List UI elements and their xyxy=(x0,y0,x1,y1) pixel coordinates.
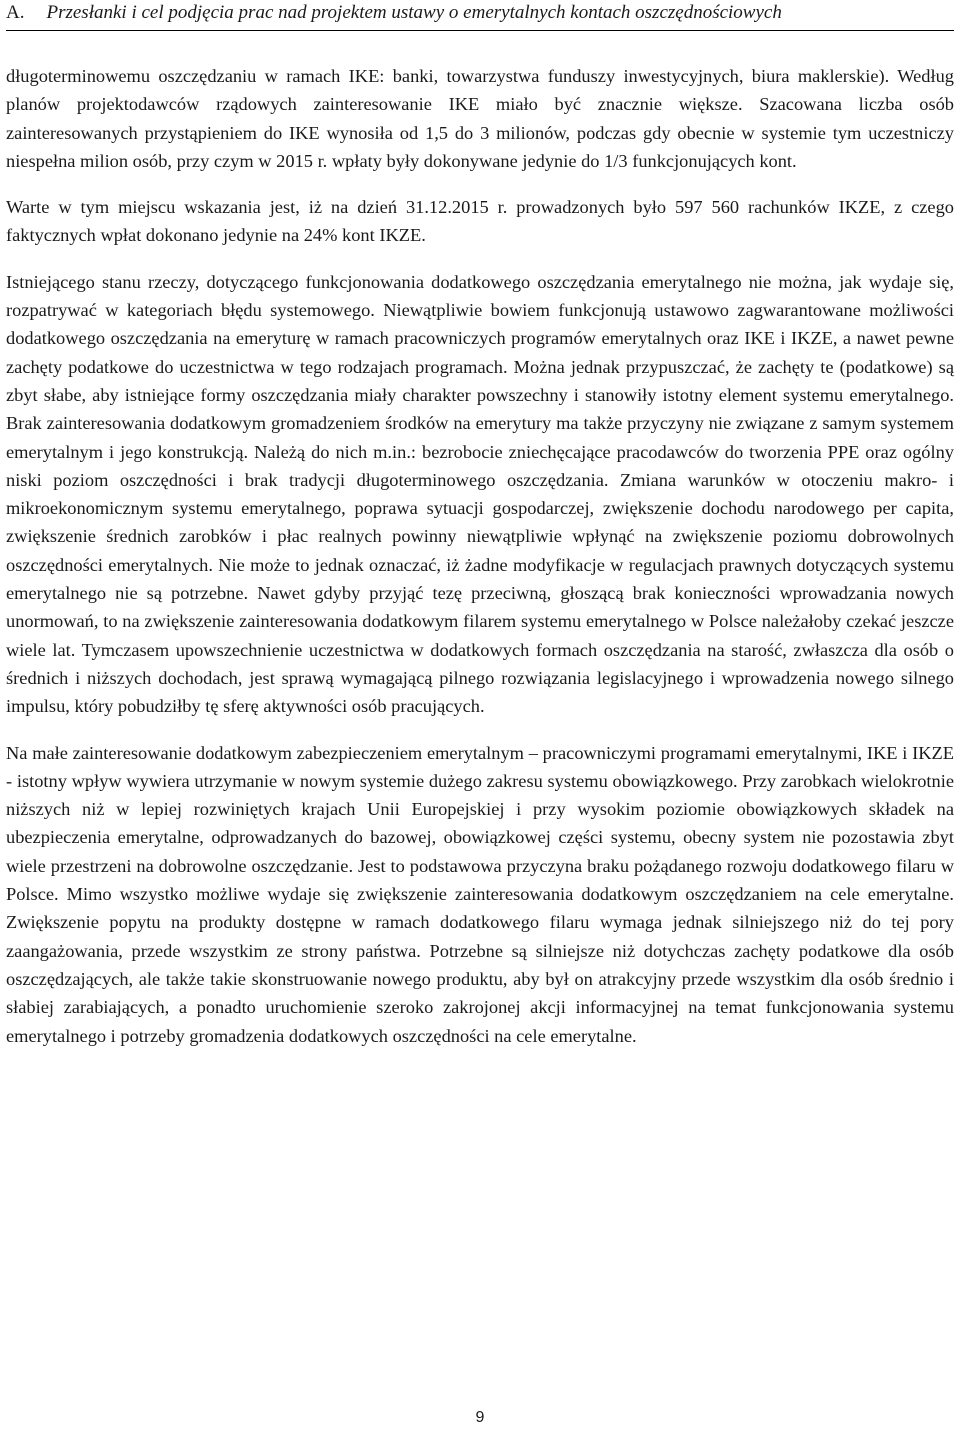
paragraph-ikze-accounts: Warte w tym miejscu wskazania jest, iż na dzień 31.12.2015 r. prowadzonych było 597 560 rachunków IKZE, z czego faktycznych wpłat dokonano jedynie na 24% kont IKZE. xyxy=(6,197,954,246)
paragraph-current-state: Istniejącego stanu rzeczy, dotyczącego funkcjonowania dodatkowego oszczędzania emerytalnego nie można, jak wydaje się, rozpatrywać w kategoriach błędu systemowego. Niewątpliwie bowiem funkcjonują ustawowo zagwarantowane możliwości dodatkowego oszczędzania na emeryturę w ramach pracowniczych programów emerytalnych oraz IKE i IKZE, a nawet pewne zachęty podatkowe do uczestnictwa w tego rodzajach programach. Można jednak przypuszczać, że zachęty te (podatkowe) są zbyt słabe, aby istniejące formy oszczędzania miały charakter powszechny i stanowiły istotny element systemu emerytalnego. Brak zainteresowania dodatkowym gromadzeniem środków na emerytury ma także przyczyny nie związane z samym systemem emerytalnym i jego konstrukcją. Należą do nich m.in.: bezrobocie zniechęcające pracodawców do tworzenia PPE oraz ogólny niski poziom oszczędności i brak tradycji długoterminowego oszczędzania. Zmiana warunków w otoczeniu makro- i mikroekonomicznym systemu emerytalnego, poprawa sytuacji gospodarczej, zwiększenie dochodu narodowego per capita, zwiększenie średnich zarobków i płac realnych powinny niewątpliwie wpłynąć na zwiększenie poziomu dobrowolnych oszczędności emerytalnych. Nie może to jednak oznaczać, iż żadne modyfikacje w regulacjach prawnych dotyczących systemu emerytalnego nie są potrzebne. Nawet gdyby przyjąć tezę przeciwną, głoszącą brak konieczności wprowadzania nowych unormowań, to na zwiększenie zainteresowania dodatkowym filarem systemu emerytalnego w Polsce należałoby czekać jeszcze wiele lat. Tymczasem upowszechnienie uczestnictwa w dodatkowych formach oszczędzania na starość, zwłaszcza dla osób o średnich i niższych dochodach, jest sprawą wymagającą pilnego rozwiązania legislacyjnego i wprowadzenia nowego silnego impulsu, który pobudziłby tę sferę aktywności osób pracujących. xyxy=(6,271,954,717)
paragraph-ike-interest: długoterminowemu oszczędzaniu w ramach IKE: banki, towarzystwa funduszy inwestycyjnych, biura maklerskie). Według planów projektodawców rządowych zainteresowanie IKE miało być znacznie większe. Szacowana liczba osób zainteresowanych przystąpieniem do IKE wynosiła od 1,5 do 3 milionów, podczas gdy obecnie w systemie tym uczestniczy niespełna milion osób, przy czym w 2015 r. wpłaty były dokonywane jedynie do 1/3 funkcjonujących kont. xyxy=(6,66,954,171)
page-number: 9 xyxy=(475,1409,485,1426)
paragraph-low-interest-causes: Na małe zainteresowanie dodatkowym zabezpieczeniem emerytalnym – pracowniczymi programami emerytalnymi, IKE i IKZE - istotny wpływ wywiera utrzymanie w nowym systemie dużego zakresu systemu obowiązkowego. Przy zarobkach wielokrotnie niższych niż w lepiej rozwiniętych krajach Unii Europejskiej i przy wysokim poziomie obowiązkowych składek na ubezpieczenia emerytalne, odprowadzanych do bazowej, obowiązkowej części systemu, obecny system nie pozostawia zbyt wiele przestrzeni na dobrowolne oszczędzanie. Jest to podstawowa przyczyna braku pożądanego rozwoju dodatkowego filaru w Polsce. Mimo wszystko możliwe wydaje się zwiększenie zainteresowania dodatkowym oszczędzaniem na cele emerytalne. Zwiększenie popytu na produkty dostępne w ramach dodatkowego filaru wymaga jednak silniejszego niż do tej pory zaangażowania, przede wszystkim ze strony państwa. Potrzebne są silniejsze niż dotychczas zachęty podatkowe dla osób oszczędzających, ale także takie skonstruowanie nowego produktu, aby był on atrakcyjny przede wszystkim dla osób średnio i słabiej zarabiających, a ponadto uruchomienie szeroko zakrojonej akcji informacyjnej na temat funkcjonowania systemu emerytalnego i potrzeby gromadzenia dodatkowych oszczędności na cele emerytalne. xyxy=(6,742,954,1046)
document-body xyxy=(6,62,954,1050)
running-header xyxy=(6,0,954,31)
header-section-letter: A. xyxy=(6,2,25,23)
header-title: Przesłanki i cel podjęcia prac nad projektem ustawy o emerytalnych kontach oszczędnościowych xyxy=(46,2,782,23)
